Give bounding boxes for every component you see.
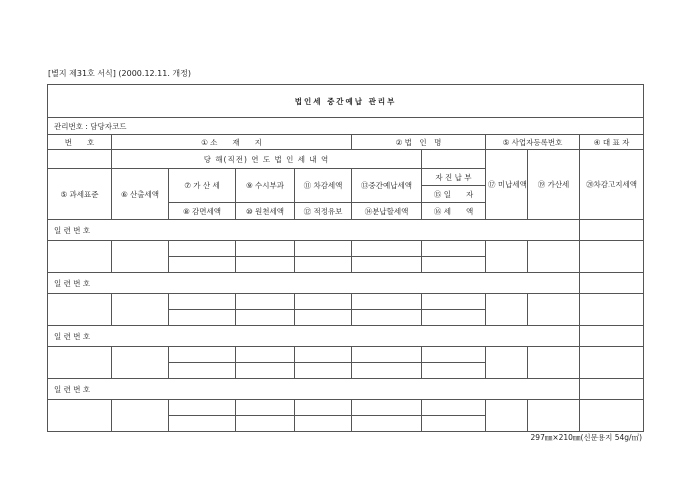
form-header: [별지 제31호 서식] (2000.12.11. 개정) (48, 69, 192, 78)
withholding-tax-header: ⑩ 원천세액 (236, 203, 295, 220)
serial-number-label: 일 련 번 호 (48, 220, 580, 241)
installment-tax-header: ⑭분납할세액 (352, 203, 422, 220)
amount-header: ⑯ 세 액 (422, 203, 486, 220)
corporation-name-header: ② 법 인 명 (352, 135, 486, 150)
form-title: 법인세 중간예납 관리부 (48, 85, 644, 118)
management-ledger-table (47, 84, 644, 432)
interim-tax-header: ⑬중간예납세액 (352, 169, 422, 203)
reserve-header: ⑫ 적정유보 (295, 203, 352, 220)
location-header: ① 소 재 지 (112, 135, 352, 150)
business-registration-header: ⑤ 사업자등록번호 (486, 135, 580, 150)
serial-number-header: 번 호 (48, 135, 112, 150)
tax-history-section-title: 당 해(직전) 연 도 법 인 세 내 역 (112, 150, 422, 169)
serial-number-label: 일 련 번 호 (48, 326, 580, 347)
penalty-header: ⑲ 가산세 (528, 150, 580, 220)
notice-tax-header: ⑳차감고지세액 (580, 150, 644, 220)
self-payment-header: 자 진 납 부 (422, 169, 486, 186)
deducted-tax-header: ⑪ 차감세액 (295, 169, 352, 203)
occasional-tax-header: ⑨ 수시부과 (236, 169, 295, 203)
serial-number-label: 일 련 번 호 (48, 273, 580, 294)
additional-tax-header: ⑦ 가 산 세 (169, 169, 236, 203)
tax-base-header: ⑤ 과세표준 (48, 169, 112, 220)
unpaid-tax-header: ⑰ 미납세액 (486, 150, 528, 220)
paper-spec-footnote: 297㎜×210㎜(신문용지 54g/㎡) (530, 433, 642, 442)
date-header: ⑮ 일 자 (422, 186, 486, 203)
serial-number-label: 일 련 번 호 (48, 379, 580, 400)
calculated-tax-header: ⑥ 산출세액 (112, 169, 169, 220)
management-number-label: 관리번호 : 담당자코드 (48, 118, 644, 135)
reduction-tax-header: ⑧ 감면세액 (169, 203, 236, 220)
representative-header: ④ 대 표 자 (580, 135, 644, 150)
